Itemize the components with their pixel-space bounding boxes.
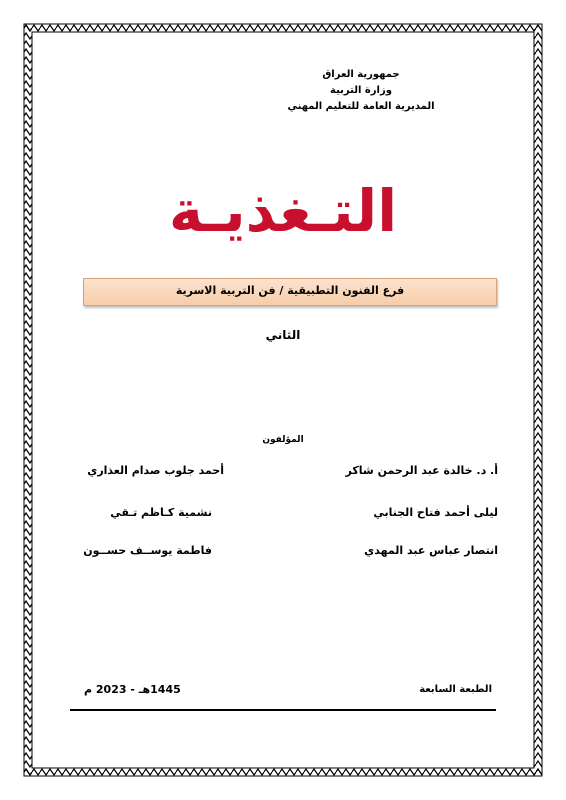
authors-heading: المؤلفون (262, 435, 304, 445)
grade-label: الثاني (265, 328, 301, 342)
footer-rule (70, 709, 496, 711)
header-line-country: جمهورية العراق (322, 69, 400, 80)
author-left-2: نشمية كـاظم تـقي (110, 506, 212, 519)
author-right-3: انتصار عباس عبد المهدي (364, 544, 498, 557)
publication-year: 1445هـ - 2023 م (84, 683, 181, 696)
branch-banner: فرع الفنون التطبيقية / فن التربية الاسرية (83, 278, 497, 306)
author-right-1: أ. د. خالدة عبد الرحمن شاكر (345, 464, 498, 477)
book-title: التـغذيـة (168, 177, 398, 245)
author-right-2: ليلى أحمد فتاح الجنابي (373, 506, 498, 519)
author-left-3: فاطمة يوســف حســون (83, 544, 212, 557)
header-line-ministry: وزارة التربية (330, 85, 392, 96)
ministry-header (251, 67, 471, 115)
header-line-directorate: المديرية العامة للتعليم المهني (287, 101, 435, 112)
author-left-1: أحمد جلوب صدام العذاري (87, 464, 224, 477)
edition-label: الطبعة السابعة (419, 684, 492, 695)
